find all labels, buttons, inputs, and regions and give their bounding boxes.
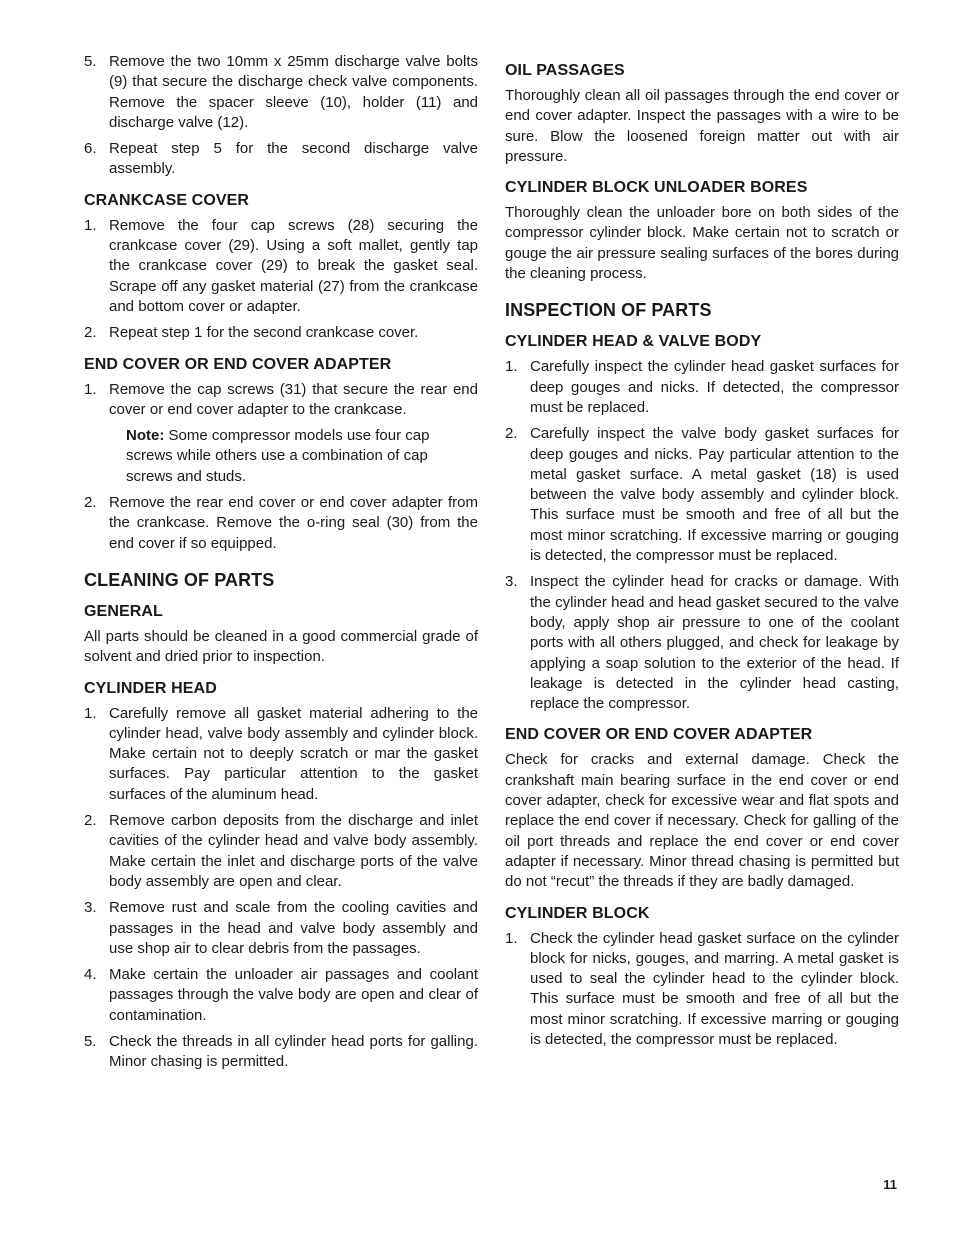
list-item-number: 5. xyxy=(84,53,97,70)
subheading-cylinder-block: CYLINDER BLOCK xyxy=(505,904,650,922)
paragraph: All parts should be cleaned in a good commercial grade of solvent and dried prior to inspection. xyxy=(84,627,478,666)
subheading-general: GENERAL xyxy=(84,602,163,620)
list-item-text: Carefully inspect the valve body gasket surfaces for deep gouges and nicks. Pay particular attention to the metal gasket surface. A metal gasket (18) is used between the valve body assembly and cylinder block. This surface must be smooth and free of all but the most minor scratching. If excessive marring or gouging is detected, the compressor must be replaced. xyxy=(530,425,899,565)
list-item-number: 3. xyxy=(505,573,518,591)
subheading-oil-passages: OIL PASSAGES xyxy=(505,62,625,79)
list-item-number: 1. xyxy=(505,929,518,947)
numbered-list xyxy=(84,704,478,1073)
paragraph: Thoroughly clean the unloader bore on both sides of the compressor cylinder block. Make certain not to scratch or gouge the air pressure sealing surfaces of the bores during the cleaning process. xyxy=(505,204,899,283)
list-item-number: 2. xyxy=(84,494,97,512)
list-item xyxy=(84,965,478,1026)
numbered-list xyxy=(84,380,478,554)
subheading-cylinder-head: CYLINDER HEAD xyxy=(84,679,217,697)
numbered-list xyxy=(505,929,899,1051)
list-item-text: Remove the two 10mm x 25mm discharge valve bolts (9) that secure the discharge check valve components. Remove the spacer sleeve (10), holder (11) and discharge valve (12). xyxy=(109,53,478,131)
list-item-text: Remove carbon deposits from the discharge and inlet cavities of the cylinder head and valve body assembly. Make certain the inlet and discharge ports of the valve body assembly are open and clear. xyxy=(109,812,478,890)
list-item-text: Check the cylinder head gasket surface on the cylinder block for nicks, gouges, and marring. A metal gasket is used to seal the cylinder head to the cylinder block. This surface must be smooth and free of all but the most minor scratching. If excessive marring or gouging is detected, the compressor must be replaced. xyxy=(530,929,899,1048)
list-item-number: 5. xyxy=(84,1032,97,1050)
list-item-text: Remove the four cap screws (28) securing the crankcase cover (29). Using a soft mallet, gently tap the crankcase cover (29) to break the gasket seal. Scrape off any gasket material (27) from the crankcase and bottom cover or adapter. xyxy=(109,216,478,315)
list-item xyxy=(505,357,899,418)
list-item-number: 2. xyxy=(84,812,97,830)
subheading-end-cover-or-end-cover-adapter: END COVER OR END COVER ADAPTER xyxy=(505,726,813,744)
list-item xyxy=(84,898,478,959)
paragraph: Thoroughly clean all oil passages through the end cover or end cover adapter. Inspect the passages with a wire to be sure. Blow the loosened foreign matter out with air pressure. xyxy=(505,87,899,165)
list-item xyxy=(505,424,899,566)
list-item xyxy=(84,704,478,805)
list-item-text: Inspect the cylinder head for cracks or damage. With the cylinder head and head gasket secured to the valve body, apply shop air pressure to one of the coolant ports with all others plugged, and check for leakage by applying a soap solution to the exterior of the head. If leakage is detected in the cylinder head casting, replace the compressor. xyxy=(530,573,899,713)
list-item-text: Carefully remove all gasket material adhering to the cylinder head, valve body assembly and cylinder block. Make certain not to deeply scratch or mar the gasket surfaces. Pay particular attention to the gasket surfaces of the aluminum head. xyxy=(109,704,478,803)
list-item xyxy=(84,811,478,892)
list-item-text: Remove the cap screws (31) that secure the rear end cover or end cover adapter to the crankcase. xyxy=(109,380,478,418)
list-item xyxy=(84,216,478,317)
list-item-number: 3. xyxy=(84,899,97,917)
subheading-cylinder-head-and-valve-body: CYLINDER HEAD & VALVE BODY xyxy=(505,333,762,351)
list-item xyxy=(84,493,478,554)
list-item-text: Check the threads in all cylinder head ports for galling. Minor chasing is permitted. xyxy=(109,1032,478,1071)
subheading-end-cover-or-end-cover-adapter: END COVER OR END COVER ADAPTER xyxy=(84,355,392,373)
list-item xyxy=(505,572,899,714)
list-item xyxy=(84,380,478,487)
numbered-list xyxy=(84,52,478,180)
list-item-number: 1. xyxy=(84,216,97,234)
list-item-text: Repeat step 5 for the second discharge valve assembly. xyxy=(109,140,478,178)
list-item-number: 6. xyxy=(84,140,97,158)
list-item-number: 1. xyxy=(84,704,97,722)
list-item-number: 4. xyxy=(84,966,97,984)
list-item-text: Remove the rear end cover or end cover adapter from the crankcase. Remove the o-ring seal (30) from the end cover if so equipped. xyxy=(109,494,478,552)
note-text: Some compressor models use four cap screws while others use a combination of cap screws and studs. xyxy=(126,427,430,485)
list-item-text: Repeat step 1 for the second crankcase cover. xyxy=(109,324,419,342)
note-label: Note: xyxy=(126,427,165,445)
subheading-cylinder-block-unloader-bores: CYLINDER BLOCK UNLOADER BORES xyxy=(505,179,808,197)
list-item-number: 2. xyxy=(84,324,97,342)
list-item xyxy=(84,323,478,343)
list-item-number: 2. xyxy=(505,425,518,443)
list-item xyxy=(84,1032,478,1073)
right-column xyxy=(505,52,899,1062)
list-item-text: Carefully inspect the cylinder head gasket surfaces for deep gouges and nicks. If detected, the compressor must be replaced. xyxy=(530,358,899,416)
left-column xyxy=(84,52,478,1085)
list-item-text: Make certain the unloader air passages and coolant passages through the valve body are open and clear of contamination. xyxy=(109,966,478,1024)
list-item xyxy=(505,929,899,1051)
numbered-list xyxy=(505,357,899,714)
numbered-list xyxy=(84,216,478,344)
list-item-number: 1. xyxy=(84,380,97,398)
list-item xyxy=(84,52,478,133)
section-heading-cleaning-of-parts: CLEANING OF PARTS xyxy=(84,569,275,590)
list-item-number: 1. xyxy=(505,358,518,376)
list-item-text: Remove rust and scale from the cooling cavities and passages in the head and valve body assembly and use shop air to clear debris from the passages. xyxy=(109,899,478,957)
subheading-crankcase-cover: CRANKCASE COVER xyxy=(84,191,250,209)
note xyxy=(126,426,478,487)
paragraph: Check for cracks and external damage. Check the crankshaft main bearing surface in the end cover or end cover adapter, check for excessive wear and flat spots and replace the end cover if necessary. Check for galling of the oil port threads and replace the end cover or end cover adapter if necessary. Minor thread chasing is permitted but do not “recut” the threads if they are badly damaged. xyxy=(505,751,899,891)
list-item xyxy=(84,139,478,180)
section-heading-inspection-of-parts: INSPECTION OF PARTS xyxy=(505,300,712,321)
page-number: 11 xyxy=(883,1177,897,1192)
